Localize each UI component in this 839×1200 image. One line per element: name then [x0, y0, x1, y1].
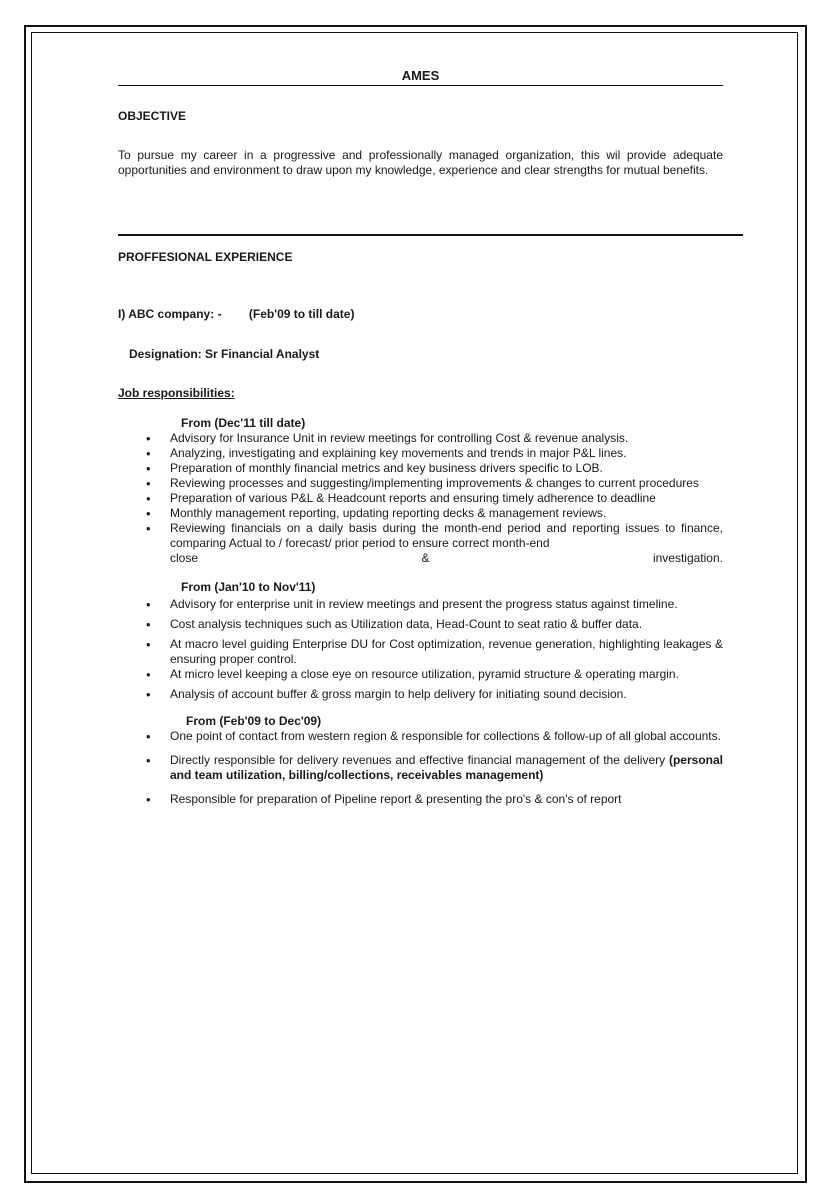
list-item [118, 753, 723, 783]
period-bullet-list [118, 729, 723, 807]
last-line-left: close [170, 551, 199, 565]
last-line-middle: & [421, 551, 430, 565]
list-item-bold-text: (personal and team utilization, billing/collections, receivables management) [170, 753, 723, 782]
designation: Designation: Sr Financial Analyst [129, 347, 320, 361]
list-item: • Cost analysis techniques such as Utilization data, Head-Count to seat ratio & buffer data. [118, 617, 723, 632]
candidate-name: AMES [118, 68, 723, 86]
list-item: • Monthly management reporting, updating reporting decks & management reviews. [118, 506, 723, 521]
list-item: • Reviewing processes and suggesting/implementing improvements & changes to current procedures [118, 476, 723, 491]
list-item-text: Reviewing financials on a daily basis during the month-end period and reporting issues to finance, comparing Actual to / forecast/ prior period to ensure correct month-end [170, 521, 723, 550]
experience-section [118, 250, 723, 816]
period-heading: From (Dec'11 till date) [181, 416, 306, 430]
list-item-last-line [170, 551, 723, 566]
period-bullet-list [118, 597, 723, 702]
last-line-right: investigation. [652, 551, 723, 565]
company-dates: (Feb'09 to till date) [248, 307, 355, 321]
objective-heading: OBJECTIVE [118, 109, 187, 123]
period-heading: From (Feb'09 to Dec'09) [186, 714, 322, 728]
list-item: • Analyzing, investigating and explaining key movements and trends in major P&L lines. [118, 446, 723, 461]
job-responsibilities-label: Job responsibilities: [118, 386, 235, 400]
list-item: • Analysis of account buffer & gross margin to help delivery for initiating sound decision. [118, 687, 723, 702]
list-item: • At macro level guiding Enterprise DU for Cost optimization, revenue generation, highlighting leakages & ensuring proper control. [118, 637, 723, 667]
list-item: • One point of contact from western region & responsible for collections & follow-up of all global accounts. [118, 729, 723, 744]
list-item: • Preparation of various P&L & Headcount reports and ensuring timely adherence to deadline [118, 491, 723, 506]
list-item: • Advisory for enterprise unit in review meetings and present the progress status against timeline. [118, 597, 723, 612]
list-item: • Advisory for Insurance Unit in review meetings for controlling Cost & revenue analysis. [118, 431, 723, 446]
objective-text: To pursue my career in a progressive and professionally managed organization, this wil provide adequate opportunities and environment to draw upon my knowledge, experience and clear strengths for mutual benefits. [118, 148, 723, 177]
list-item: • At micro level keeping a close eye on resource utilization, pyramid structure & operating margin. [118, 667, 723, 682]
section-divider [118, 234, 743, 236]
period-bullet-list [118, 431, 723, 566]
resume-header [118, 68, 723, 190]
company-line [118, 307, 723, 322]
company-name: I) ABC company: - [118, 307, 222, 321]
list-item: • Preparation of monthly financial metrics and key business drivers specific to LOB. [118, 461, 723, 476]
period-heading: From (Jan'10 to Nov'11) [181, 580, 316, 594]
list-item: • Responsible for preparation of Pipeline report & presenting the pro's & con's of report [118, 792, 723, 807]
experience-heading: PROFFESIONAL EXPERIENCE [118, 250, 293, 264]
list-item-text: Directly responsible for delivery revenues and effective financial management of the delivery [170, 753, 666, 767]
list-item [118, 521, 723, 566]
